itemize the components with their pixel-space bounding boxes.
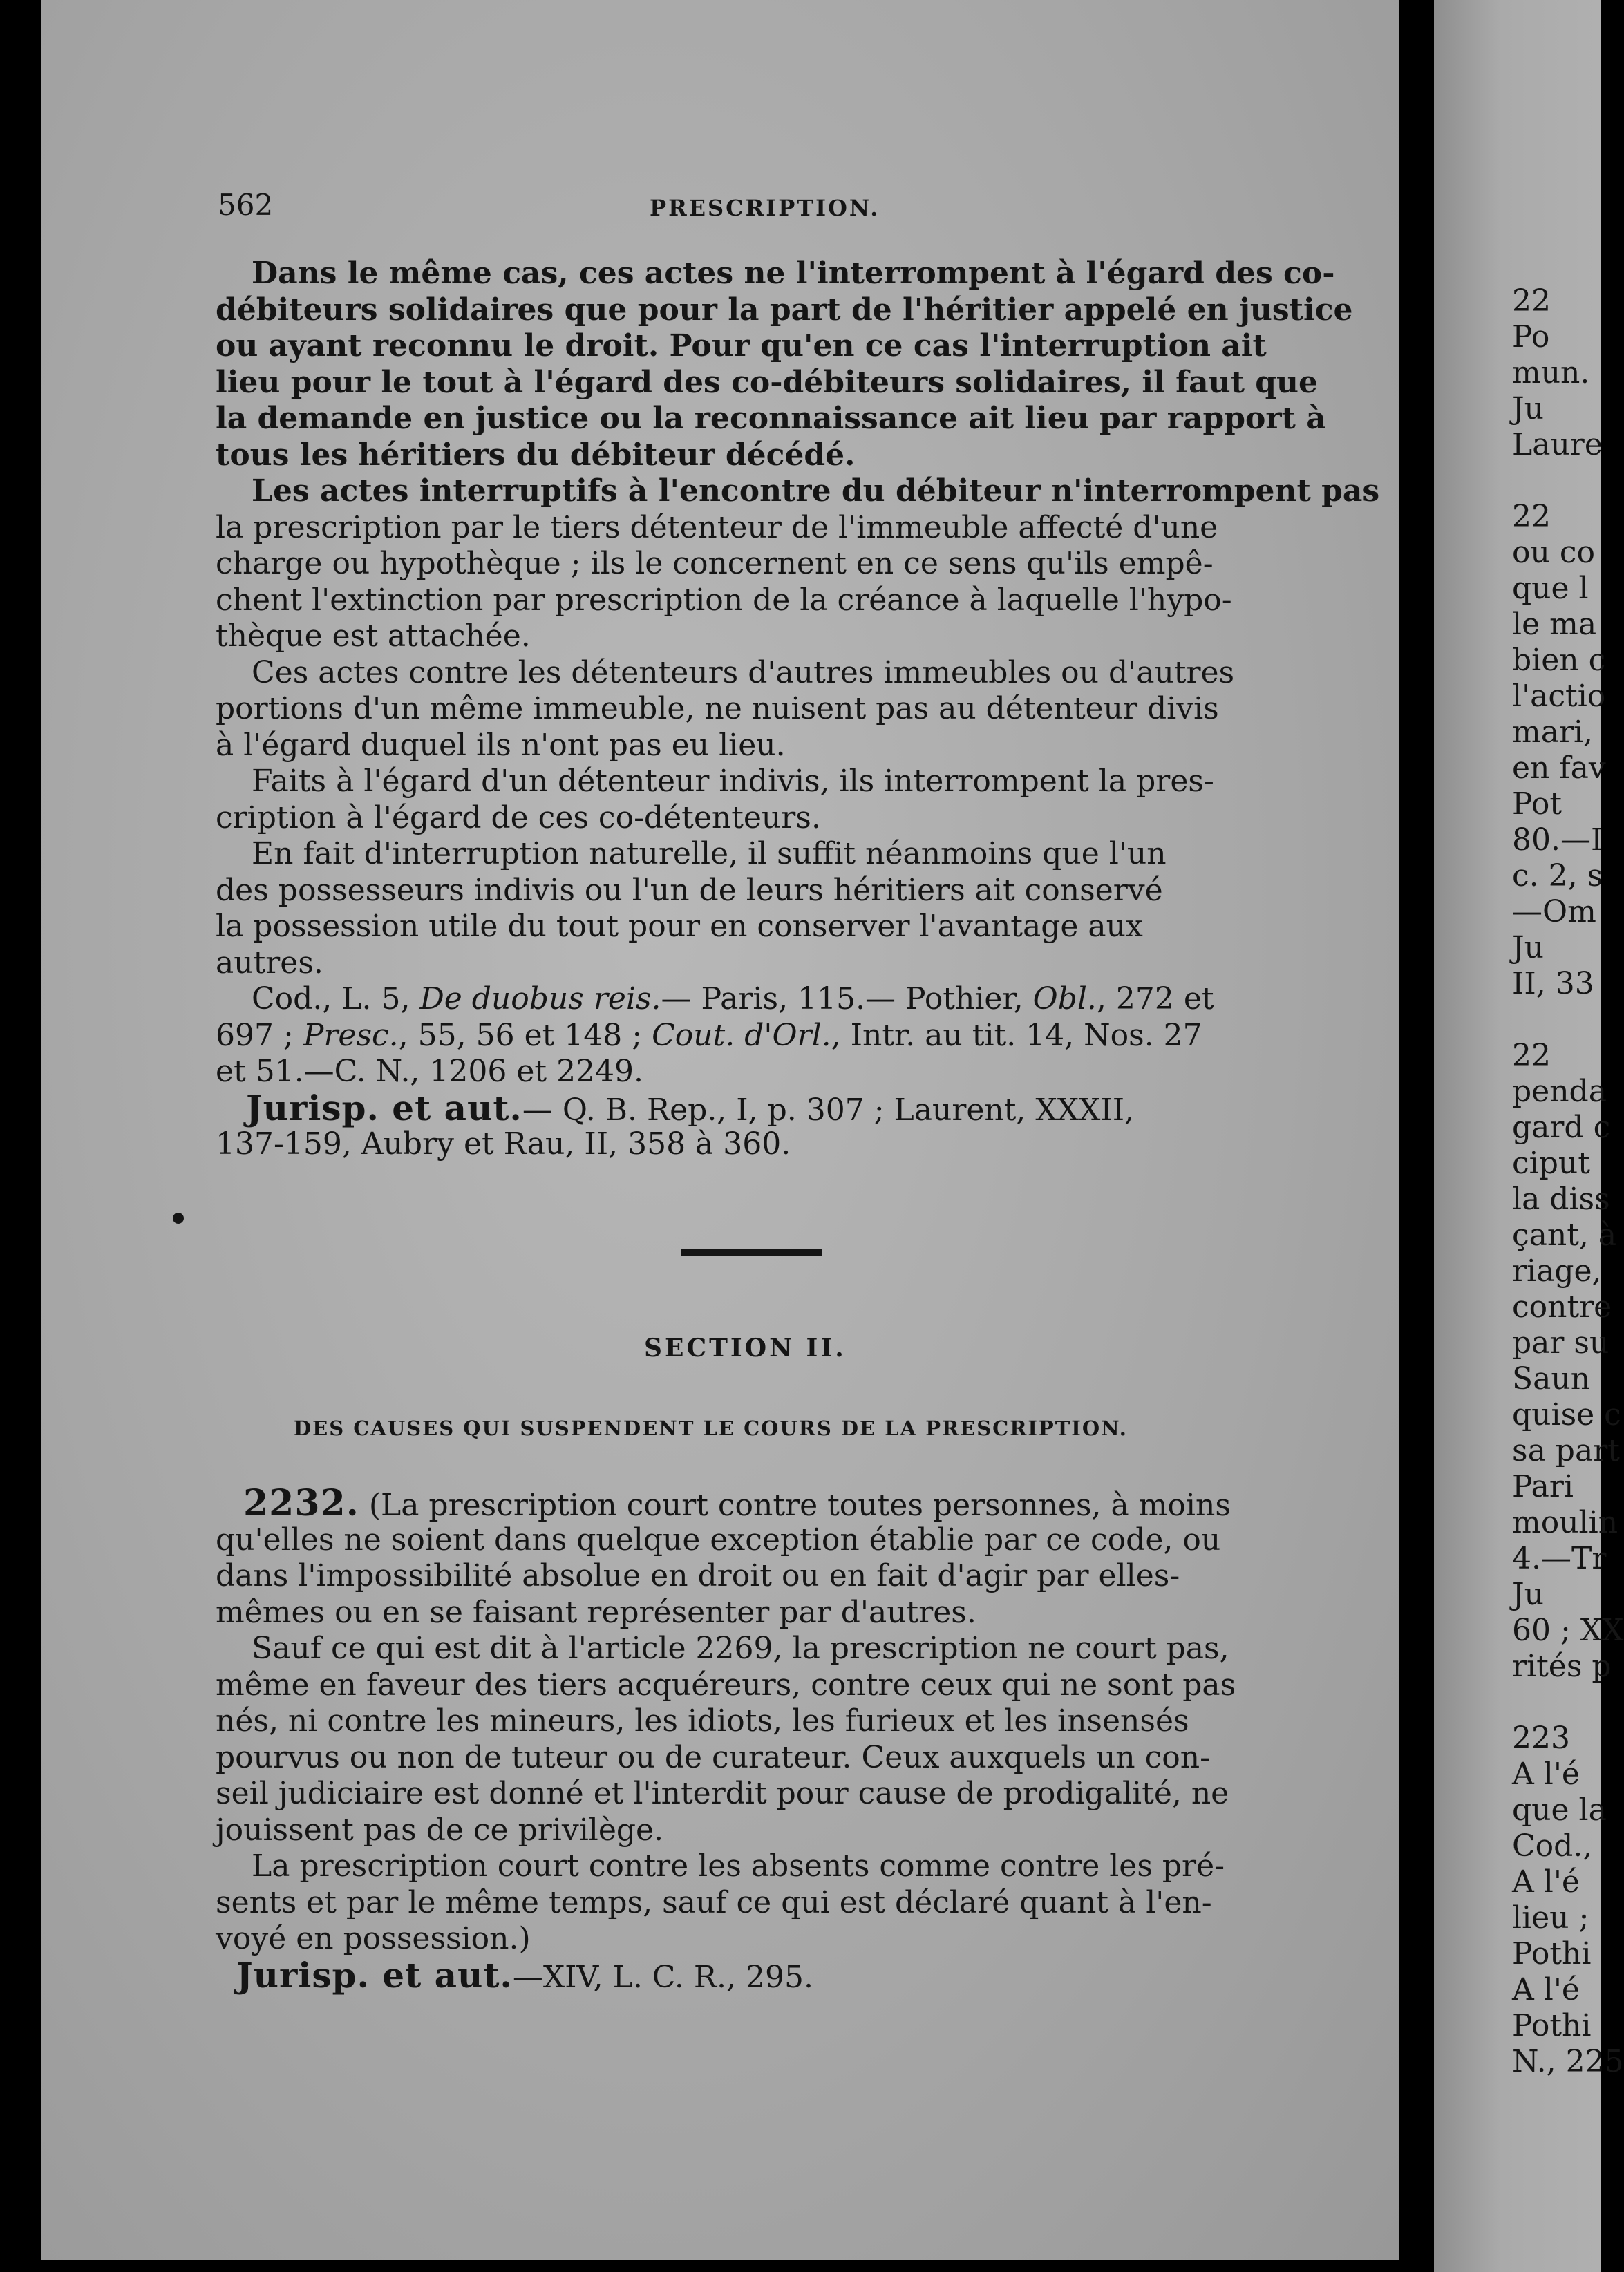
- right-page-fragment: en fav: [1512, 750, 1606, 786]
- right-page-fragment: Po: [1512, 319, 1550, 354]
- right-page-fragment: çant, à: [1512, 1218, 1617, 1253]
- right-page-fragment: Pot: [1512, 786, 1562, 822]
- text-line: pourvus ou non de tuteur ou de curateur. Ceux auxquels un con-: [216, 1739, 1210, 1775]
- jurisprudence-text: —XIV, L. C. R., 295.: [512, 1959, 813, 1995]
- jurisprudence-line: [216, 1954, 1294, 1996]
- right-page-fragment: A l'é: [1512, 1864, 1580, 1900]
- right-page-fragment: ciput: [1512, 1146, 1590, 1181]
- right-page-fragment: Saun: [1512, 1361, 1591, 1397]
- text-line: thèque est attachée.: [216, 618, 531, 654]
- text-line: autres.: [216, 945, 323, 981]
- right-page-fragment: contre: [1512, 1289, 1612, 1325]
- right-page-fragment: moulin: [1512, 1505, 1618, 1540]
- right-page-fragment: 22: [1512, 499, 1551, 534]
- right-page-fragment: A l'é: [1512, 1757, 1580, 1792]
- text-line: Les actes interruptifs à l'encontre du débiteur n'interrompent pas: [252, 473, 1380, 509]
- section-title: SECTION II.: [644, 1334, 847, 1363]
- right-page-fragment: l'actio: [1512, 679, 1606, 714]
- right-page-fragment: 60 ; XX: [1512, 1613, 1624, 1648]
- right-page-fragment: Ju: [1512, 930, 1544, 965]
- text-line: débiteurs solidaires que pour la part de l'héritier appelé en justice: [216, 292, 1353, 328]
- text-line: voyé en possession.): [216, 1921, 531, 1956]
- body-text-top: [216, 256, 1380, 1163]
- right-page-fragment: [1512, 1685, 1624, 1721]
- right-page-fragment: N., 225: [1512, 2044, 1624, 2079]
- right-page-fragment: que la: [1512, 1792, 1607, 1828]
- article-number: 2232.: [243, 1482, 359, 1524]
- text-line: Faits à l'égard d'un détenteur indivis, ils interrompent la pres-: [252, 764, 1214, 799]
- text-line: Dans le même cas, ces actes ne l'interrompent à l'égard des co-: [252, 256, 1335, 291]
- right-page-fragment: par su: [1512, 1325, 1609, 1361]
- right-page-fragment: sa part: [1512, 1433, 1620, 1468]
- article-2232: [216, 1482, 1294, 1996]
- text-line: mêmes ou en se faisant représenter par d'autres.: [216, 1594, 976, 1630]
- right-page-text-fragments: [1512, 283, 1624, 2080]
- right-page-fragment: A l'é: [1512, 1972, 1580, 2007]
- text-line: même en faveur des tiers acquéreurs, contre ceux qui ne sont pas: [216, 1667, 1236, 1703]
- right-page-fragment: 223: [1512, 1721, 1570, 1756]
- right-page-fragment: bien c: [1512, 643, 1606, 678]
- text-line: charge ou hypothèque ; ils le concernent en ce sens qu'ils empê-: [216, 546, 1214, 581]
- text-line: cription à l'égard de ces co-détenteurs.: [216, 799, 821, 835]
- text-line: chent l'extinction par prescription de la créance à laquelle l'hypo-: [216, 582, 1232, 618]
- text-line: la possession utile du tout pour en conserver l'avantage aux: [216, 909, 1143, 944]
- section-divider-rule: [681, 1249, 822, 1256]
- text-line: la prescription par le tiers détenteur de l'immeuble affecté d'une: [216, 509, 1218, 545]
- right-page-fragment: quise c: [1512, 1397, 1621, 1432]
- text-line: ou ayant reconnu le droit. Pour qu'en ce cas l'interruption ait: [216, 328, 1267, 363]
- right-page-fragment: mari,: [1512, 714, 1594, 750]
- text-line: En fait d'interruption naturelle, il suffit néanmoins que l'un: [252, 836, 1167, 871]
- right-page-fragment: 22: [1512, 283, 1551, 319]
- right-page-fragment: Pari: [1512, 1469, 1574, 1504]
- jurisprudence-text: — Q. B. Rep., I, p. 307 ; Laurent, XXXII,: [522, 1092, 1135, 1128]
- jurisprudence-line: 137-159, Aubry et Rau, II, 358 à 360.: [216, 1126, 791, 1162]
- right-page-fragment: la diss: [1512, 1182, 1610, 1217]
- right-page-fragment: [1512, 1002, 1624, 1038]
- article-first-line: [216, 1482, 1294, 1524]
- text-line: tous les héritiers du débiteur décédé.: [216, 437, 856, 473]
- citation-italic: Obl.: [1032, 981, 1097, 1016]
- right-page-fragment: penda: [1512, 1074, 1607, 1109]
- citation-line: [216, 981, 1294, 1018]
- right-page-fragment: 4.—Tr: [1512, 1541, 1607, 1576]
- right-page-fragment: Pothi: [1512, 2008, 1592, 2043]
- citation-italic: De duobus reis.: [419, 981, 661, 1016]
- right-page-fragment: c. 2, s: [1512, 858, 1603, 893]
- right-page-fragment: rités p: [1512, 1649, 1612, 1684]
- text-line: lieu pour le tout à l'égard des co-débiteurs solidaires, il faut que: [216, 364, 1318, 400]
- text-line: des possesseurs indivis ou l'un de leurs héritiers ait conservé: [216, 872, 1163, 908]
- right-page-fragment: 80.—I: [1512, 822, 1603, 858]
- right-page-fragment: Cod.,: [1512, 1828, 1593, 1864]
- text-line: à l'égard duquel ils n'ont pas eu lieu.: [216, 727, 786, 763]
- citation-text: , Intr. au tit. 14, Nos. 27: [831, 1017, 1202, 1053]
- running-head: PRESCRIPTION.: [650, 195, 880, 221]
- citation-text: Cod., L. 5,: [252, 981, 420, 1016]
- right-page-fragment: mun.: [1512, 355, 1590, 390]
- right-page-fragment: Ju: [1512, 1577, 1544, 1612]
- right-page-fragment: II, 33: [1512, 966, 1594, 1001]
- right-page-fragment: 22: [1512, 1038, 1551, 1073]
- text-line: seil judiciaire est donné et l'interdit pour cause de prodigalité, ne: [216, 1776, 1229, 1811]
- citation-text: 697 ;: [216, 1017, 303, 1053]
- right-page-fragment: —Om: [1512, 894, 1596, 929]
- right-page-fragment: Pothi: [1512, 1936, 1592, 1971]
- citation-italic: Cout. d'Orl.: [652, 1017, 831, 1053]
- right-page-fragment: Laure: [1512, 427, 1603, 462]
- right-page-fragment: gard c: [1512, 1110, 1611, 1145]
- right-page-fragment: que l: [1512, 571, 1589, 606]
- citation-text: , 272 et: [1096, 981, 1214, 1016]
- citation-italic: Presc.: [303, 1017, 399, 1053]
- citation-line: [216, 1018, 1294, 1054]
- text-line: nés, ni contre les mineurs, les idiots, les furieux et les insensés: [216, 1703, 1189, 1739]
- right-page-fragment: ou co: [1512, 535, 1595, 570]
- right-page-fragment: [1512, 463, 1624, 499]
- right-page-fragment: le ma: [1512, 607, 1597, 642]
- page-number: 562: [218, 188, 274, 222]
- right-page-fragment: riage,: [1512, 1253, 1602, 1289]
- text-line: sents et par le même temps, sauf ce qui est déclaré quant à l'en-: [216, 1884, 1212, 1920]
- margin-dot: [173, 1213, 184, 1224]
- text-line: qu'elles ne soient dans quelque exception établie par ce code, ou: [216, 1522, 1221, 1558]
- right-page-fragment: lieu ;: [1512, 1900, 1589, 1935]
- jurisprudence-label: Jurisp. et aut.: [246, 1087, 522, 1128]
- text-line: la demande en justice ou la reconnaissance ait lieu par rapport à: [216, 401, 1326, 436]
- text-line: jouissent pas de ce privilège.: [216, 1812, 664, 1848]
- citation-line: et 51.—C. N., 1206 et 2249.: [216, 1054, 644, 1089]
- article-text: (La prescription court contre toutes personnes, à moins: [359, 1488, 1231, 1523]
- right-page-fragment: Ju: [1512, 391, 1544, 426]
- citation-text: , 55, 56 et 148 ;: [398, 1017, 652, 1053]
- jurisprudence-label: Jurisp. et aut.: [236, 1954, 513, 1996]
- section-subtitle: DES CAUSES QUI SUSPENDENT LE COURS DE LA PRESCRIPTION.: [294, 1417, 1128, 1440]
- citation-text: — Paris, 115.— Pothier,: [661, 981, 1033, 1016]
- jurisprudence-line: [216, 1087, 1294, 1128]
- text-line: portions d'un même immeuble, ne nuisent pas au détenteur divis: [216, 691, 1219, 726]
- text-line: dans l'impossibilité absolue en droit ou en fait d'agir par elles-: [216, 1558, 1180, 1593]
- text-line: La prescription court contre les absents comme contre les pré-: [252, 1848, 1225, 1884]
- text-line: Sauf ce qui est dit à l'article 2269, la prescription ne court pas,: [252, 1631, 1229, 1666]
- text-line: Ces actes contre les détenteurs d'autres immeubles ou d'autres: [252, 654, 1235, 690]
